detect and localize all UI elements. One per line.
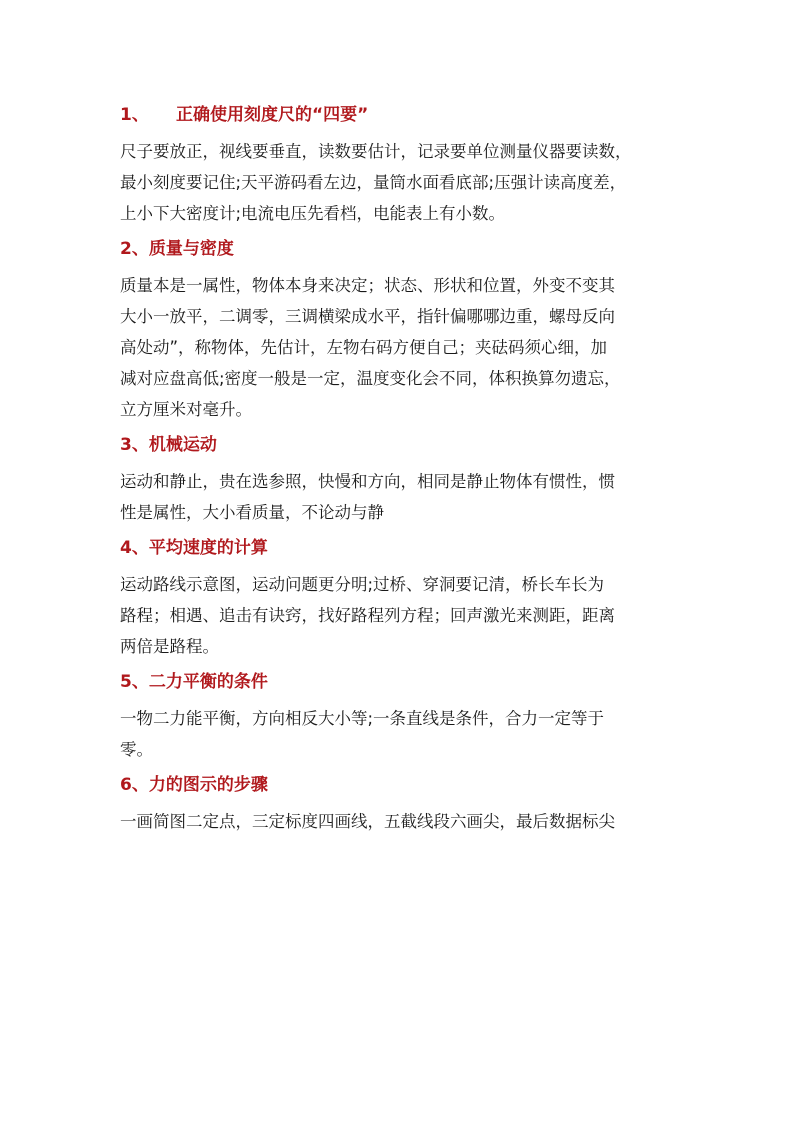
paragraph-line: 运动路线示意图，运动问题更分明;过桥、穿洞要记清，桥长车长为 bbox=[120, 575, 605, 594]
paragraph-line: 一画简图二定点，三定标度四画线，五截线段六画尖，最后数据标尖 bbox=[120, 812, 615, 831]
section-heading bbox=[120, 537, 690, 559]
paragraph-line: 运动和静止，贵在选参照，快慢和方向，相同是静止物体有惯性，惯 bbox=[120, 472, 615, 491]
section-number: 4、 bbox=[120, 538, 149, 558]
paragraph-line: 质量本是一属性，物体本身来决定；状态、形状和位置，外变不变其 bbox=[120, 276, 615, 295]
section-4 bbox=[120, 537, 690, 662]
section-heading bbox=[120, 434, 690, 456]
section-6 bbox=[120, 774, 690, 837]
section-number: 3、 bbox=[120, 435, 149, 455]
section-title: 正确使用刻度尺的“四要” bbox=[176, 105, 369, 125]
section-title: 机械运动 bbox=[148, 435, 217, 455]
section-title: 力的图示的步骤 bbox=[148, 775, 268, 795]
section-1 bbox=[120, 104, 690, 229]
section-title: 平均速度的计算 bbox=[148, 538, 268, 558]
paragraph-line: 零。 bbox=[120, 740, 153, 759]
paragraph-line: 减对应盘高低;密度一般是一定，温度变化会不同，体积换算勿遗忘， bbox=[120, 369, 621, 388]
paragraph-line: 立方厘米对毫升。 bbox=[120, 400, 252, 419]
section-heading bbox=[120, 671, 690, 693]
section-number: 2、 bbox=[120, 239, 149, 259]
paragraph-line: 尺子要放正，视线要垂直，读数要估计，记录要单位测量仪器要读数， bbox=[120, 142, 632, 161]
paragraph-line: 上小下大密度计;电流电压先看档，电能表上有小数。 bbox=[120, 204, 506, 223]
paragraph-line: 路程；相遇、追击有诀窍，找好路程列方程；回声激光来测距，距离 bbox=[120, 606, 615, 625]
paragraph-line: 一物二力能平衡，方向相反大小等;一条直线是条件，合力一定等于 bbox=[120, 709, 605, 728]
paragraph-line: 高处动”，称物体，先估计，左物右码方便自己；夹砝码须心细，加 bbox=[120, 338, 608, 357]
section-heading bbox=[120, 774, 690, 796]
paragraph-line: 最小刻度要记住;天平游码看左边，量筒水面看底部;压强计读高度差， bbox=[120, 173, 627, 192]
section-title: 质量与密度 bbox=[148, 239, 234, 259]
section-title: 二力平衡的条件 bbox=[148, 672, 268, 692]
document-content bbox=[120, 104, 690, 846]
section-heading bbox=[120, 238, 690, 260]
section-heading bbox=[120, 104, 690, 126]
section-number: 1、 bbox=[120, 105, 149, 125]
section-2 bbox=[120, 238, 690, 425]
paragraph-line: 两倍是路程。 bbox=[120, 637, 219, 656]
paragraph-line: 大小一放平，二调零，三调横梁成水平，指针偏哪哪边重，螺母反向 bbox=[120, 307, 615, 326]
section-number: 6、 bbox=[120, 775, 149, 795]
paragraph-line: 性是属性，大小看质量，不论动与静 bbox=[120, 503, 384, 522]
section-5 bbox=[120, 671, 690, 765]
section-3 bbox=[120, 434, 690, 528]
section-number: 5、 bbox=[120, 672, 149, 692]
